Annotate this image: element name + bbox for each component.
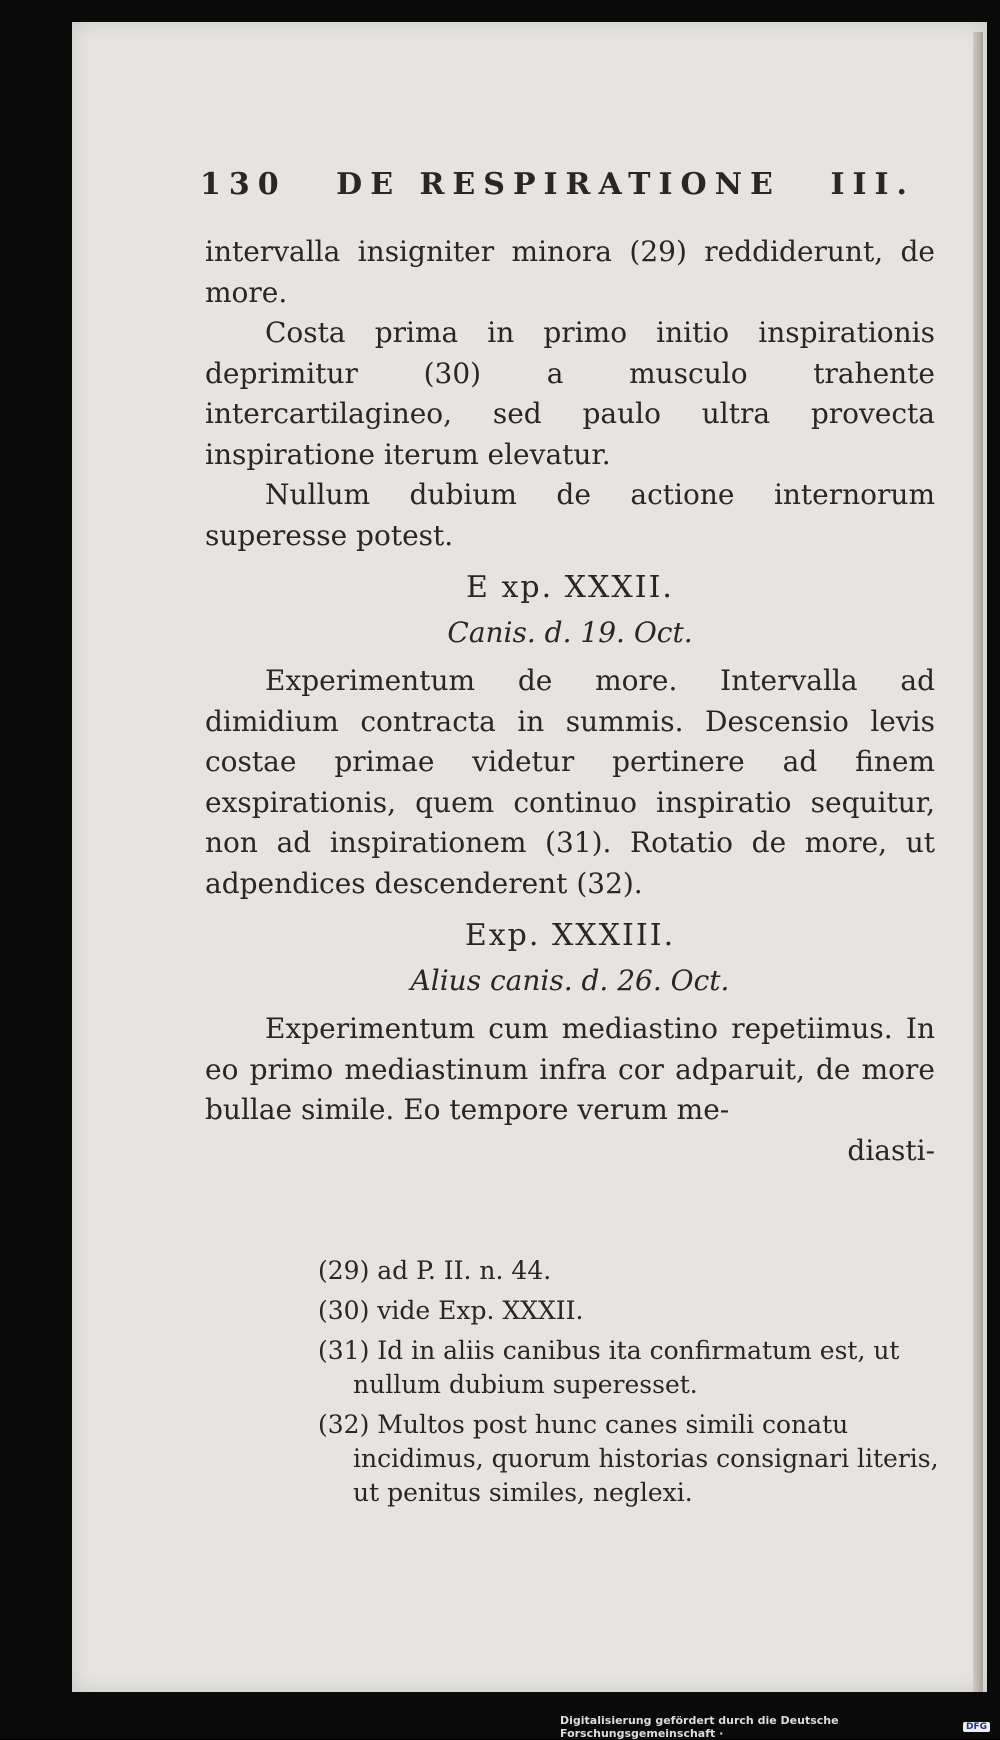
body-text — [205, 232, 935, 1171]
paragraph-5: Experimentum cum mediastino repetiimus. In eo primo mediastinum infra cor adparuit, de more bullae simile. Eo tempore verum me- — [205, 1012, 935, 1126]
footer-text: Digitalisierung gefördert durch die Deutsche Forschungsgemeinschaft · — [560, 1714, 839, 1740]
paragraph-1: intervalla insigniter minora (29) reddiderunt, de more. — [205, 235, 935, 309]
experiment-heading-32: E xp. XXXII. — [466, 570, 674, 605]
footnote-29: (29) ad P. II. n. 44. — [318, 1256, 552, 1285]
paragraph-4: Experimentum de more. Intervalla ad dimidium contracta in summis. Descensio levis costae primae videtur pertinere ad finem exspirationis, quem continuo inspiratio sequitur, non ad inspirationem (31). Rotatio de more, ut adpendices descenderent (32). — [205, 664, 935, 900]
dfg-logo-icon: DFG — [963, 1722, 990, 1732]
page-edge — [973, 32, 983, 1692]
running-section: III. — [830, 167, 915, 202]
running-head — [200, 167, 915, 202]
page-number: 130 — [200, 167, 287, 202]
experiment-subheading-33: Alius canis. d. 26. Oct. — [410, 963, 730, 997]
experiment-heading-33: Exp. XXXIII. — [464, 918, 676, 953]
footnote-32: (32) Multos post hunc canes simili conatu incidimus, quorum historias consignari literis, ut penitus similes, neglexi. — [318, 1410, 939, 1507]
running-title: DE RESPIRATIONE — [336, 167, 781, 202]
footnote-30: (30) vide Exp. XXXII. — [318, 1296, 584, 1325]
footnote-31: (31) Id in aliis canibus ita confirmatum est, ut nullum dubium superesset. — [318, 1336, 900, 1399]
paragraph-3: Nullum dubium de actione internorum superesse potest. — [205, 478, 935, 552]
paragraph-2: Costa prima in primo initio inspirationis deprimitur (30) a musculo trahente intercartilagineo, sed paulo ultra provecta inspiratione iterum elevatur. — [205, 316, 935, 471]
digitization-footer — [560, 1714, 990, 1740]
footnotes — [318, 1254, 968, 1516]
catchword: diasti- — [847, 1133, 935, 1167]
experiment-subheading-32: Canis. d. 19. Oct. — [447, 615, 693, 649]
